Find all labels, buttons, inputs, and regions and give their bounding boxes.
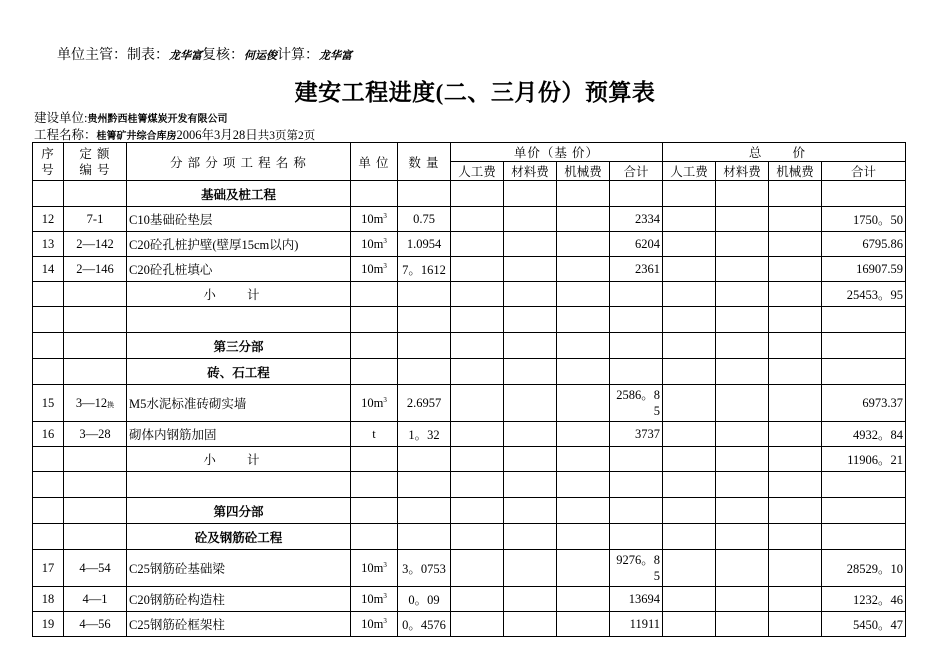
row-item-name: 砌体内钢筋加固 — [127, 422, 351, 447]
quota-code-suffix: 换 — [107, 400, 115, 409]
row-quantity: 1。32 — [398, 422, 451, 447]
empty-cell — [504, 333, 557, 359]
empty-cell — [663, 550, 716, 587]
row-quota-code — [64, 612, 127, 637]
calc-label: 计算： — [277, 48, 319, 63]
row-item-name: C25钢筋砼框架柱 — [127, 612, 351, 637]
empty-cell — [557, 181, 610, 207]
unit-superscript: 3 — [383, 395, 387, 404]
empty-cell — [504, 472, 557, 498]
empty-cell — [557, 447, 610, 472]
header-quantity: 数 量 — [398, 143, 451, 181]
header-unit-labor: 人工费 — [451, 162, 504, 181]
empty-cell — [822, 333, 906, 359]
row-item-name: C10基础砼垫层 — [127, 207, 351, 232]
empty-cell — [769, 385, 822, 422]
header-unit-price: 单价（基 价） — [451, 143, 663, 162]
header-item-name: 分 部 分 项 工 程 名 称 — [127, 143, 351, 181]
row-seq: 14 — [33, 257, 64, 282]
empty-cell — [64, 359, 127, 385]
unit-superscript: 3 — [383, 236, 387, 245]
section-row — [33, 333, 906, 359]
section-title: 第四分部 — [127, 498, 351, 524]
row-total: 6973.37 — [822, 385, 906, 422]
empty-cell — [451, 181, 504, 207]
row-total: 1750。50 — [822, 207, 906, 232]
row-quantity: 0.75 — [398, 207, 451, 232]
empty-cell — [716, 385, 769, 422]
empty-cell — [64, 524, 127, 550]
empty-cell — [822, 472, 906, 498]
row-unit-subtotal: 11911 — [610, 612, 663, 637]
row-total: 16907.59 — [822, 257, 906, 282]
empty-cell — [451, 359, 504, 385]
empty-cell — [716, 422, 769, 447]
empty-cell — [769, 422, 822, 447]
row-unit — [351, 422, 398, 447]
empty-cell — [557, 282, 610, 307]
empty-cell — [451, 232, 504, 257]
empty-cell — [769, 181, 822, 207]
header-unit-subtotal: 合计 — [610, 162, 663, 181]
empty-cell — [398, 333, 451, 359]
project-label: 工程名称： — [34, 128, 97, 142]
row-quota-code — [64, 422, 127, 447]
quota-code-text: 3—12 — [75, 395, 108, 410]
empty-cell — [769, 550, 822, 587]
empty-cell — [716, 307, 769, 333]
empty-cell — [33, 282, 64, 307]
unit-superscript: 3 — [383, 616, 387, 625]
empty-cell — [557, 385, 610, 422]
empty-cell — [663, 524, 716, 550]
empty-cell — [610, 524, 663, 550]
empty-cell — [451, 257, 504, 282]
empty-cell — [663, 587, 716, 612]
table-row — [33, 612, 906, 637]
empty-cell — [716, 550, 769, 587]
section-title: 砖、石工程 — [127, 359, 351, 385]
header-total-subtotal: 合计 — [822, 162, 906, 181]
empty-cell — [64, 498, 127, 524]
empty-cell — [663, 422, 716, 447]
empty-cell — [64, 447, 127, 472]
empty-cell — [663, 447, 716, 472]
construction-unit-line — [34, 108, 227, 126]
empty-cell — [610, 282, 663, 307]
row-unit-subtotal: 2586。85 — [610, 385, 663, 422]
empty-cell — [451, 472, 504, 498]
empty-cell — [557, 333, 610, 359]
subtotal-total: 11906。21 — [822, 447, 906, 472]
empty-cell — [663, 385, 716, 422]
empty-cell — [33, 333, 64, 359]
empty-cell — [663, 612, 716, 637]
empty-cell — [351, 181, 398, 207]
project-line — [34, 125, 315, 143]
empty-cell — [398, 359, 451, 385]
empty-cell — [351, 498, 398, 524]
header-total-machine: 机械费 — [769, 162, 822, 181]
header-unit-machine: 机械费 — [557, 162, 610, 181]
row-unit-subtotal: 3737 — [610, 422, 663, 447]
row-quantity: 3。0753 — [398, 550, 451, 587]
subtotal-label: 小 计 — [127, 447, 351, 472]
date: 2006年3月28日 — [176, 128, 258, 142]
row-seq: 17 — [33, 550, 64, 587]
empty-cell — [398, 472, 451, 498]
row-seq: 16 — [33, 422, 64, 447]
empty-cell — [504, 498, 557, 524]
empty-cell — [716, 232, 769, 257]
empty-cell — [610, 359, 663, 385]
empty-cell — [64, 307, 127, 333]
empty-cell — [504, 524, 557, 550]
empty-cell — [610, 447, 663, 472]
empty-cell — [557, 612, 610, 637]
calc-name: 龙华富 — [319, 49, 352, 62]
row-quantity: 0。09 — [398, 587, 451, 612]
empty-cell — [663, 207, 716, 232]
quota-code-text: 4—56 — [79, 616, 111, 631]
empty-cell — [557, 307, 610, 333]
row-unit-subtotal: 2334 — [610, 207, 663, 232]
empty-cell — [769, 333, 822, 359]
empty-cell — [451, 498, 504, 524]
empty-cell — [33, 498, 64, 524]
row-item-name: C20钢筋砼构造柱 — [127, 587, 351, 612]
section-title: 基础及桩工程 — [127, 181, 351, 207]
empty-cell — [610, 181, 663, 207]
empty-cell — [663, 333, 716, 359]
quota-code-text: 2—146 — [76, 261, 114, 276]
empty-cell — [557, 207, 610, 232]
empty-cell — [610, 333, 663, 359]
section-row — [33, 359, 906, 385]
empty-cell — [716, 498, 769, 524]
empty-cell — [33, 359, 64, 385]
row-unit-subtotal: 13694 — [610, 587, 663, 612]
empty-cell — [822, 307, 906, 333]
empty-cell — [716, 333, 769, 359]
unit-text: 10m — [361, 236, 384, 251]
row-item-name: M5水泥标准砖砌实墙 — [127, 385, 351, 422]
unit-text: t — [372, 426, 376, 441]
header-unit: 单 位 — [351, 143, 398, 181]
empty-cell — [663, 232, 716, 257]
blank-row — [33, 307, 906, 333]
prepared-label: 制表： — [127, 48, 169, 63]
row-unit-subtotal: 9276。85 — [610, 550, 663, 587]
empty-cell — [451, 207, 504, 232]
empty-cell — [769, 447, 822, 472]
table-row — [33, 422, 906, 447]
empty-cell — [451, 447, 504, 472]
empty-cell — [769, 612, 822, 637]
empty-cell — [769, 587, 822, 612]
empty-cell — [451, 333, 504, 359]
row-quota-code — [64, 257, 127, 282]
row-quota-code — [64, 385, 127, 422]
empty-cell — [716, 524, 769, 550]
row-seq: 19 — [33, 612, 64, 637]
empty-cell — [822, 524, 906, 550]
section-title: 砼及钢筋砼工程 — [127, 524, 351, 550]
row-quota-code — [64, 587, 127, 612]
quota-code-text: 4—54 — [79, 560, 111, 575]
table-row — [33, 232, 906, 257]
section-title: 第三分部 — [127, 333, 351, 359]
empty-cell — [451, 524, 504, 550]
empty-cell — [716, 181, 769, 207]
section-row — [33, 181, 906, 207]
construction-unit-label: 建设单位: — [34, 111, 88, 125]
page-title: 建安工程进度(二、三月份）预算表 — [294, 80, 656, 105]
empty-cell — [557, 587, 610, 612]
empty-cell — [451, 307, 504, 333]
row-unit — [351, 587, 398, 612]
empty-cell — [127, 307, 351, 333]
signature-line — [57, 44, 352, 64]
empty-cell — [504, 447, 557, 472]
table-row — [33, 587, 906, 612]
row-seq: 18 — [33, 587, 64, 612]
row-unit — [351, 257, 398, 282]
unit-text: 10m — [361, 261, 384, 276]
empty-cell — [504, 181, 557, 207]
row-unit — [351, 612, 398, 637]
empty-cell — [504, 257, 557, 282]
empty-cell — [451, 550, 504, 587]
empty-cell — [610, 307, 663, 333]
subtotal-label: 小 计 — [127, 282, 351, 307]
empty-cell — [716, 472, 769, 498]
quota-code-text: 4—1 — [82, 591, 108, 606]
row-unit — [351, 232, 398, 257]
quota-code-text: 2—142 — [76, 236, 114, 251]
row-item-name: C20砼孔桩填心 — [127, 257, 351, 282]
section-row — [33, 524, 906, 550]
row-total: 28529。10 — [822, 550, 906, 587]
row-quantity: 1.0954 — [398, 232, 451, 257]
empty-cell — [504, 232, 557, 257]
empty-cell — [504, 385, 557, 422]
row-quota-code — [64, 550, 127, 587]
empty-cell — [398, 307, 451, 333]
empty-cell — [716, 447, 769, 472]
subtotal-row — [33, 447, 906, 472]
header-total-price: 总 价 — [663, 143, 906, 162]
header-total-material: 材料费 — [716, 162, 769, 181]
row-unit-subtotal: 2361 — [610, 257, 663, 282]
table-row — [33, 550, 906, 587]
empty-cell — [769, 232, 822, 257]
project-value: 桂箐矿井综合库房 — [96, 131, 177, 142]
construction-unit-value: 贵州黔西桂箐煤炭开发有限公司 — [87, 114, 228, 125]
empty-cell — [663, 307, 716, 333]
empty-cell — [351, 307, 398, 333]
row-seq: 15 — [33, 385, 64, 422]
empty-cell — [398, 282, 451, 307]
empty-cell — [33, 472, 64, 498]
unit-superscript: 3 — [383, 211, 387, 220]
empty-cell — [557, 472, 610, 498]
empty-cell — [504, 550, 557, 587]
empty-cell — [557, 257, 610, 282]
row-total: 4932。84 — [822, 422, 906, 447]
empty-cell — [822, 181, 906, 207]
empty-cell — [351, 524, 398, 550]
empty-cell — [64, 333, 127, 359]
prepared-name: 龙华富 — [169, 49, 202, 62]
empty-cell — [716, 207, 769, 232]
budget-table — [32, 142, 906, 637]
empty-cell — [716, 282, 769, 307]
unit-text: 10m — [361, 616, 384, 631]
empty-cell — [33, 181, 64, 207]
row-seq: 13 — [33, 232, 64, 257]
row-seq: 12 — [33, 207, 64, 232]
header-unit-material: 材料费 — [504, 162, 557, 181]
empty-cell — [451, 282, 504, 307]
empty-cell — [451, 422, 504, 447]
empty-cell — [557, 498, 610, 524]
empty-cell — [127, 472, 351, 498]
empty-cell — [33, 447, 64, 472]
blank-row — [33, 472, 906, 498]
unit-text: 10m — [361, 395, 384, 410]
header-row-1 — [33, 143, 906, 162]
empty-cell — [504, 307, 557, 333]
subtotal-total: 25453。95 — [822, 282, 906, 307]
empty-cell — [822, 498, 906, 524]
quota-code-text: 3—28 — [79, 426, 111, 441]
empty-cell — [557, 422, 610, 447]
empty-cell — [769, 207, 822, 232]
unit-text: 10m — [361, 560, 384, 575]
subtotal-row — [33, 282, 906, 307]
empty-cell — [716, 359, 769, 385]
empty-cell — [716, 257, 769, 282]
empty-cell — [769, 472, 822, 498]
empty-cell — [663, 181, 716, 207]
row-unit-subtotal: 6204 — [610, 232, 663, 257]
empty-cell — [398, 498, 451, 524]
empty-cell — [64, 282, 127, 307]
empty-cell — [33, 524, 64, 550]
empty-cell — [663, 472, 716, 498]
row-quota-code — [64, 232, 127, 257]
row-total: 5450。47 — [822, 612, 906, 637]
empty-cell — [451, 587, 504, 612]
row-quantity: 2.6957 — [398, 385, 451, 422]
empty-cell — [33, 307, 64, 333]
supervisor-label: 单位主管： — [57, 48, 127, 63]
unit-text: 10m — [361, 591, 384, 606]
empty-cell — [504, 359, 557, 385]
empty-cell — [610, 472, 663, 498]
empty-cell — [663, 498, 716, 524]
empty-cell — [663, 257, 716, 282]
row-quota-code — [64, 207, 127, 232]
empty-cell — [351, 333, 398, 359]
empty-cell — [769, 257, 822, 282]
empty-cell — [716, 587, 769, 612]
header-seq: 序 号 — [33, 143, 64, 181]
quota-code-text: 7-1 — [86, 211, 104, 226]
empty-cell — [769, 307, 822, 333]
empty-cell — [398, 181, 451, 207]
empty-cell — [64, 181, 127, 207]
row-unit — [351, 385, 398, 422]
empty-cell — [64, 472, 127, 498]
empty-cell — [822, 359, 906, 385]
section-row — [33, 498, 906, 524]
empty-cell — [610, 498, 663, 524]
empty-cell — [504, 587, 557, 612]
empty-cell — [451, 385, 504, 422]
unit-text: 10m — [361, 211, 384, 226]
empty-cell — [398, 524, 451, 550]
empty-cell — [351, 472, 398, 498]
empty-cell — [769, 498, 822, 524]
empty-cell — [504, 282, 557, 307]
empty-cell — [557, 359, 610, 385]
header-total-labor: 人工费 — [663, 162, 716, 181]
row-total: 1232。46 — [822, 587, 906, 612]
empty-cell — [504, 422, 557, 447]
row-total: 6795.86 — [822, 232, 906, 257]
row-unit — [351, 207, 398, 232]
row-quantity: 7。1612 — [398, 257, 451, 282]
empty-cell — [557, 550, 610, 587]
empty-cell — [769, 524, 822, 550]
empty-cell — [769, 282, 822, 307]
empty-cell — [557, 524, 610, 550]
table-row — [33, 385, 906, 422]
unit-superscript: 3 — [383, 560, 387, 569]
unit-superscript: 3 — [383, 591, 387, 600]
unit-superscript: 3 — [383, 261, 387, 270]
reviewer-label: 复核： — [202, 48, 244, 63]
empty-cell — [351, 359, 398, 385]
empty-cell — [351, 282, 398, 307]
empty-cell — [504, 612, 557, 637]
reviewer-name: 何运俊 — [244, 49, 277, 62]
table-row — [33, 257, 906, 282]
empty-cell — [504, 207, 557, 232]
row-item-name: C20砼孔桩护壁(壁厚15cm以内) — [127, 232, 351, 257]
header-quota-code: 定 额 编 号 — [64, 143, 127, 181]
empty-cell — [557, 232, 610, 257]
empty-cell — [451, 612, 504, 637]
row-item-name: C25钢筋砼基础梁 — [127, 550, 351, 587]
empty-cell — [398, 447, 451, 472]
empty-cell — [663, 282, 716, 307]
empty-cell — [769, 359, 822, 385]
empty-cell — [716, 612, 769, 637]
page-count: 共3页第2页 — [257, 130, 316, 142]
row-quantity: 0。4576 — [398, 612, 451, 637]
empty-cell — [351, 447, 398, 472]
empty-cell — [663, 359, 716, 385]
row-unit — [351, 550, 398, 587]
table-row — [33, 207, 906, 232]
